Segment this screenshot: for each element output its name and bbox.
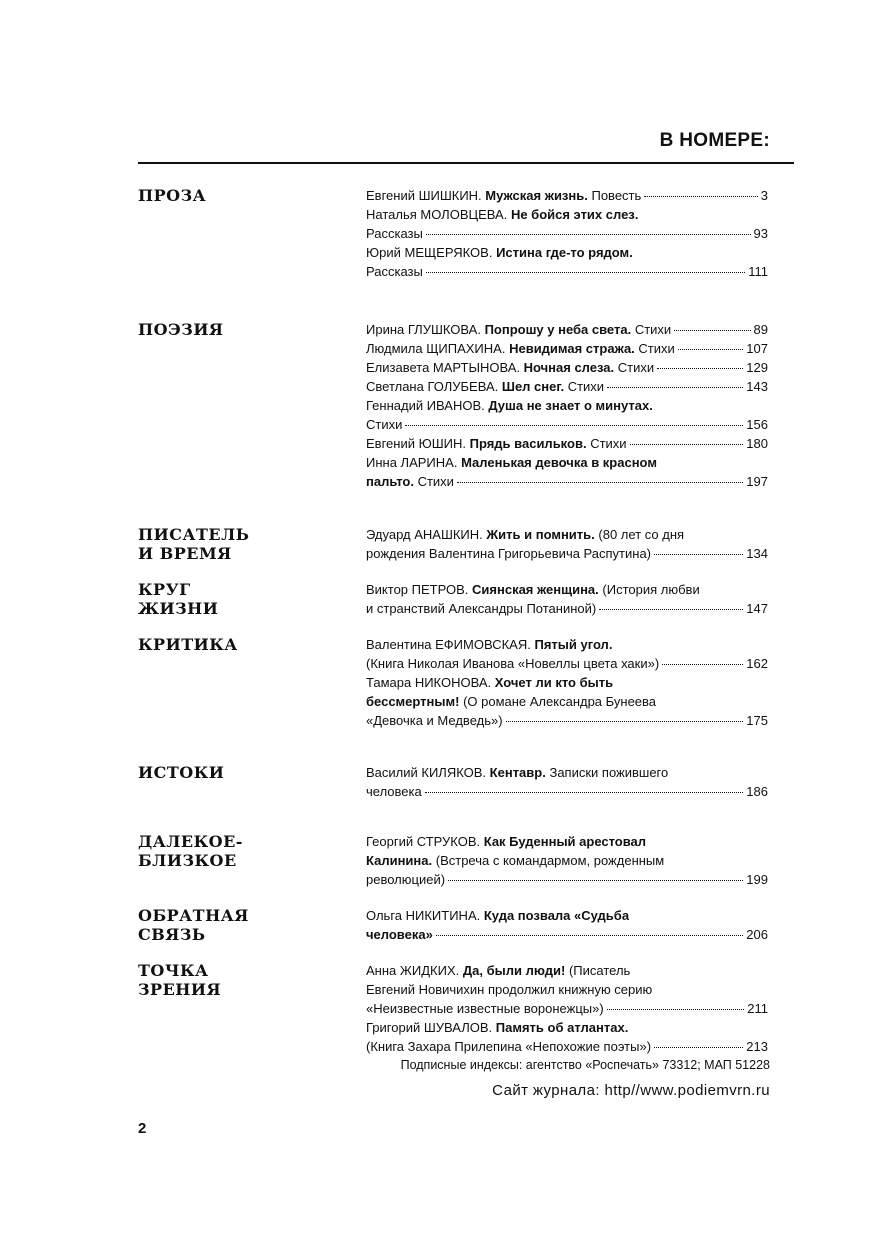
entry-line bbox=[366, 599, 768, 618]
section-entries bbox=[366, 635, 768, 730]
toc-section bbox=[0, 525, 882, 563]
entry-text bbox=[366, 673, 613, 692]
entry-line bbox=[366, 851, 768, 870]
entry-title: Хочет ли кто быть bbox=[494, 675, 614, 690]
dot-leader bbox=[607, 1009, 745, 1010]
page-number: 2 bbox=[138, 1120, 147, 1137]
dot-leader bbox=[457, 482, 743, 483]
entry-line bbox=[366, 1018, 768, 1037]
entry-genre: рождения Валентина Григорьевича Распутина) bbox=[366, 546, 652, 561]
dot-leader bbox=[674, 330, 750, 331]
entry-text bbox=[366, 999, 604, 1018]
entry-line bbox=[366, 763, 768, 782]
section-label: ОБРАТНАЯ СВЯЗЬ bbox=[138, 906, 249, 944]
page-ref: 93 bbox=[753, 226, 768, 241]
toc-entry[interactable] bbox=[366, 525, 768, 563]
entry-line bbox=[366, 580, 768, 599]
entry-title: Не бойся этих слез. bbox=[510, 207, 639, 222]
entry-text bbox=[366, 925, 433, 944]
entry-author: Эдуард АНАШКИН. bbox=[366, 527, 483, 542]
dot-leader bbox=[426, 272, 745, 273]
entry-genre: (Писатель bbox=[568, 963, 631, 978]
entry-line bbox=[366, 654, 768, 673]
entry-text bbox=[366, 544, 651, 563]
toc-entry[interactable] bbox=[366, 763, 768, 801]
entry-line bbox=[366, 396, 768, 415]
dot-leader bbox=[426, 234, 751, 235]
toc-entry[interactable] bbox=[366, 377, 768, 396]
entry-text bbox=[366, 599, 596, 618]
entry-author: Елизавета МАРТЫНОВА. bbox=[366, 360, 520, 375]
entry-line bbox=[366, 544, 768, 563]
entry-line bbox=[366, 832, 768, 851]
section-entries bbox=[366, 320, 768, 491]
entry-genre: Рассказы bbox=[366, 226, 423, 241]
page-ref: 147 bbox=[746, 601, 768, 616]
entry-line bbox=[366, 339, 768, 358]
entry-genre: «Девочка и Медведь») bbox=[366, 713, 503, 728]
entry-line bbox=[366, 243, 768, 262]
entry-line bbox=[366, 262, 768, 281]
section-entries bbox=[366, 186, 768, 281]
entry-title: Куда позвала «Судьба bbox=[483, 908, 630, 923]
toc-entry[interactable] bbox=[366, 205, 768, 243]
dot-leader bbox=[506, 721, 744, 722]
entry-text bbox=[366, 1018, 628, 1037]
entry-author: Людмила ЩИПАХИНА. bbox=[366, 341, 506, 356]
entry-author: Юрий МЕЩЕРЯКОВ. bbox=[366, 245, 493, 260]
dot-leader bbox=[448, 880, 743, 881]
dot-leader bbox=[607, 387, 743, 388]
entry-title: Память об атлантах. bbox=[495, 1020, 629, 1035]
entry-author: Геннадий ИВАНОВ. bbox=[366, 398, 485, 413]
section-entries bbox=[366, 763, 768, 801]
entry-genre: Стихи bbox=[617, 360, 655, 375]
entry-text bbox=[366, 415, 402, 434]
entry-genre: Стихи bbox=[590, 436, 627, 451]
page-ref: 129 bbox=[746, 360, 768, 375]
toc-section bbox=[0, 320, 882, 491]
entry-title: Как Буденный арестовал bbox=[483, 834, 647, 849]
toc-section bbox=[0, 580, 882, 618]
toc-section bbox=[0, 186, 882, 281]
entry-text bbox=[366, 832, 646, 851]
entry-author: Тамара НИКОНОВА. bbox=[366, 675, 492, 690]
section-entries bbox=[366, 832, 768, 889]
page-ref: 180 bbox=[746, 436, 768, 451]
entry-author: Виктор ПЕТРОВ. bbox=[366, 582, 469, 597]
toc-section bbox=[0, 763, 882, 801]
entry-text bbox=[366, 453, 657, 472]
website-link[interactable]: Сайт журнала: http//www.podiemvrn.ru bbox=[492, 1082, 770, 1099]
entry-genre: Стихи bbox=[417, 474, 454, 489]
entry-author: Валентина ЕФИМОВСКАЯ. bbox=[366, 637, 531, 652]
entry-genre: (Встреча с командармом, рожденным bbox=[435, 853, 665, 868]
entry-text bbox=[366, 870, 445, 889]
entry-title: Жить и помнить. bbox=[486, 527, 595, 542]
section-label: ДАЛЕКОЕ- БЛИЗКОЕ bbox=[138, 832, 243, 870]
entry-line bbox=[366, 320, 768, 339]
entry-text bbox=[366, 763, 668, 782]
entry-text bbox=[366, 906, 629, 925]
entry-line bbox=[366, 635, 768, 654]
entry-line bbox=[366, 673, 768, 692]
entry-text bbox=[366, 525, 684, 544]
entry-text bbox=[366, 654, 659, 673]
page-ref: 199 bbox=[746, 872, 768, 887]
header-title: В НОМЕРЕ: bbox=[659, 130, 770, 151]
entry-line bbox=[366, 1037, 768, 1056]
entry-text bbox=[366, 320, 671, 339]
entry-text bbox=[366, 434, 627, 453]
entry-genre: Стихи bbox=[567, 379, 605, 394]
entry-line bbox=[366, 453, 768, 472]
entry-text bbox=[366, 961, 630, 980]
entry-author: Василий КИЛЯКОВ. bbox=[366, 765, 487, 780]
header-rule bbox=[138, 162, 794, 164]
section-entries bbox=[366, 906, 768, 944]
dot-leader bbox=[436, 935, 743, 936]
entry-author: Григорий ШУВАЛОВ. bbox=[366, 1020, 493, 1035]
entry-line bbox=[366, 205, 768, 224]
entry-text bbox=[366, 339, 675, 358]
section-entries bbox=[366, 580, 768, 618]
page-ref: 89 bbox=[753, 322, 768, 337]
entry-text bbox=[366, 711, 503, 730]
toc-entry[interactable] bbox=[366, 453, 768, 491]
entry-text bbox=[366, 782, 422, 801]
section-entries bbox=[366, 961, 768, 1056]
entry-title: пальто. bbox=[366, 474, 414, 489]
entry-genre: человека bbox=[366, 784, 422, 799]
entry-line bbox=[366, 525, 768, 544]
entry-genre: (80 лет со дня bbox=[598, 527, 685, 542]
toc-entry[interactable] bbox=[366, 243, 768, 281]
page-ref: 197 bbox=[746, 474, 768, 489]
entry-title: Мужская жизнь. bbox=[485, 188, 588, 203]
entry-genre: Записки пожившего bbox=[549, 765, 669, 780]
entry-line bbox=[366, 434, 768, 453]
entry-title: Душа не знает о минутах. bbox=[488, 398, 653, 413]
toc-entry[interactable] bbox=[366, 832, 768, 889]
entry-line bbox=[366, 980, 768, 999]
page-ref: 175 bbox=[746, 713, 768, 728]
entry-title: Невидимая стража. bbox=[509, 341, 635, 356]
entry-line bbox=[366, 999, 768, 1018]
entry-author: Светлана ГОЛУБЕВА. bbox=[366, 379, 499, 394]
entry-genre: Рассказы bbox=[366, 264, 423, 279]
subscription-indices: Подписные индексы: агентство «Роспечать» 73312; МАП 51228 bbox=[400, 1058, 770, 1072]
entry-genre: (История любви bbox=[602, 582, 700, 597]
toc-section bbox=[0, 961, 882, 1056]
page-ref: 186 bbox=[746, 784, 768, 799]
entry-genre: Евгений Новичихин продолжил книжную серию bbox=[366, 982, 653, 997]
entry-text bbox=[366, 358, 654, 377]
toc-entry[interactable] bbox=[366, 580, 768, 618]
entry-title: Кентавр. bbox=[489, 765, 546, 780]
entry-text bbox=[366, 1037, 651, 1056]
page-ref: 156 bbox=[746, 417, 768, 432]
dot-leader bbox=[654, 1047, 743, 1048]
entry-title: Прядь васильков. bbox=[469, 436, 587, 451]
entry-text bbox=[366, 851, 664, 870]
entry-line bbox=[366, 870, 768, 889]
entry-line bbox=[366, 782, 768, 801]
entry-title: бессмертным! bbox=[366, 694, 460, 709]
entry-genre: (Книга Николая Иванова «Новеллы цвета хаки») bbox=[366, 656, 660, 671]
toc-entry[interactable] bbox=[366, 358, 768, 377]
entry-title: Да, были люди! bbox=[462, 963, 566, 978]
entry-genre: Стихи bbox=[638, 341, 675, 356]
dot-leader bbox=[405, 425, 743, 426]
entry-genre: Стихи bbox=[366, 417, 403, 432]
table-of-contents bbox=[0, 186, 882, 1056]
dot-leader bbox=[644, 196, 757, 197]
toc-entry[interactable] bbox=[366, 396, 768, 434]
entry-title: Шел снег. bbox=[501, 379, 565, 394]
entry-text bbox=[366, 262, 423, 281]
entry-title: Попрошу у неба света. bbox=[484, 322, 632, 337]
page-ref: 111 bbox=[748, 264, 768, 279]
dot-leader bbox=[678, 349, 744, 350]
entry-line bbox=[366, 925, 768, 944]
entry-author: Инна ЛАРИНА. bbox=[366, 455, 458, 470]
section-label: ПРОЗА bbox=[138, 186, 207, 205]
entry-text bbox=[366, 472, 454, 491]
dot-leader bbox=[662, 664, 743, 665]
entry-line bbox=[366, 358, 768, 377]
entry-genre: «Неизвестные известные воронежцы») bbox=[366, 1001, 604, 1016]
entry-genre: (Книга Захара Прилепина «Непохожие поэты») bbox=[366, 1039, 652, 1054]
entry-title: Калинина. bbox=[366, 853, 433, 868]
entry-text bbox=[366, 692, 656, 711]
entry-line bbox=[366, 711, 768, 730]
toc-entry[interactable] bbox=[366, 673, 768, 730]
entry-text bbox=[366, 186, 641, 205]
entry-title: Сиянская женщина. bbox=[472, 582, 599, 597]
entry-title: человека» bbox=[366, 927, 433, 942]
entry-author: Анна ЖИДКИХ. bbox=[366, 963, 460, 978]
section-label: ИСТОКИ bbox=[138, 763, 225, 782]
entry-title: Ночная слеза. bbox=[523, 360, 615, 375]
dot-leader bbox=[657, 368, 743, 369]
entry-genre: Повесть bbox=[591, 188, 642, 203]
entry-text bbox=[366, 224, 423, 243]
toc-entry[interactable] bbox=[366, 1018, 768, 1056]
entry-line bbox=[366, 224, 768, 243]
entry-genre: революцией) bbox=[366, 872, 446, 887]
dot-leader bbox=[425, 792, 744, 793]
entry-author: Георгий СТРУКОВ. bbox=[366, 834, 481, 849]
toc-entry[interactable] bbox=[366, 186, 768, 205]
dot-leader bbox=[630, 444, 744, 445]
entry-author: Евгений ШИШКИН. bbox=[366, 188, 482, 203]
section-label: КРИТИКА bbox=[138, 635, 238, 654]
dot-leader bbox=[654, 554, 743, 555]
entry-genre: и странствий Александры Потаниной) bbox=[366, 601, 597, 616]
page-ref: 213 bbox=[746, 1039, 768, 1054]
entry-author: Наталья МОЛОВЦЕВА. bbox=[366, 207, 508, 222]
page-ref: 107 bbox=[746, 341, 768, 356]
toc-section bbox=[0, 832, 882, 889]
entry-title: Истина где-то рядом. bbox=[496, 245, 633, 260]
entry-line bbox=[366, 692, 768, 711]
entry-title: Пятый угол. bbox=[534, 637, 613, 652]
page-ref: 211 bbox=[747, 1001, 768, 1016]
page-ref: 162 bbox=[746, 656, 768, 671]
page-ref: 134 bbox=[746, 546, 768, 561]
section-entries bbox=[366, 525, 768, 563]
entry-text bbox=[366, 980, 652, 999]
toc-section bbox=[0, 635, 882, 730]
entry-line bbox=[366, 377, 768, 396]
toc-entry[interactable] bbox=[366, 339, 768, 358]
section-label: ПОЭЗИЯ bbox=[138, 320, 224, 339]
entry-line bbox=[366, 906, 768, 925]
toc-entry[interactable] bbox=[366, 320, 768, 339]
page-ref: 143 bbox=[746, 379, 768, 394]
entry-author: Ольга НИКИТИНА. bbox=[366, 908, 481, 923]
entry-genre: (О романе Александра Бунеева bbox=[463, 694, 657, 709]
entry-author: Евгений ЮШИН. bbox=[366, 436, 466, 451]
entry-text bbox=[366, 396, 653, 415]
entry-text bbox=[366, 205, 638, 224]
toc-entry[interactable] bbox=[366, 906, 768, 944]
entry-line bbox=[366, 186, 768, 205]
section-label: ПИСАТЕЛЬ И ВРЕМЯ bbox=[138, 525, 250, 563]
entry-line bbox=[366, 472, 768, 491]
toc-section bbox=[0, 906, 882, 944]
entry-text bbox=[366, 635, 612, 654]
entry-text bbox=[366, 580, 700, 599]
entry-genre: Стихи bbox=[634, 322, 672, 337]
page-ref: 3 bbox=[760, 188, 768, 203]
section-label: КРУГ ЖИЗНИ bbox=[138, 580, 219, 618]
toc-entry[interactable] bbox=[366, 961, 768, 1018]
entry-line bbox=[366, 961, 768, 980]
entry-line bbox=[366, 415, 768, 434]
page-ref: 206 bbox=[746, 927, 768, 942]
entry-text bbox=[366, 243, 633, 262]
toc-entry[interactable] bbox=[366, 434, 768, 453]
dot-leader bbox=[599, 609, 743, 610]
entry-text bbox=[366, 377, 604, 396]
entry-title: Маленькая девочка в красном bbox=[461, 455, 657, 470]
toc-entry[interactable] bbox=[366, 635, 768, 673]
section-label: ТОЧКА ЗРЕНИЯ bbox=[138, 961, 222, 999]
entry-author: Ирина ГЛУШКОВА. bbox=[366, 322, 481, 337]
